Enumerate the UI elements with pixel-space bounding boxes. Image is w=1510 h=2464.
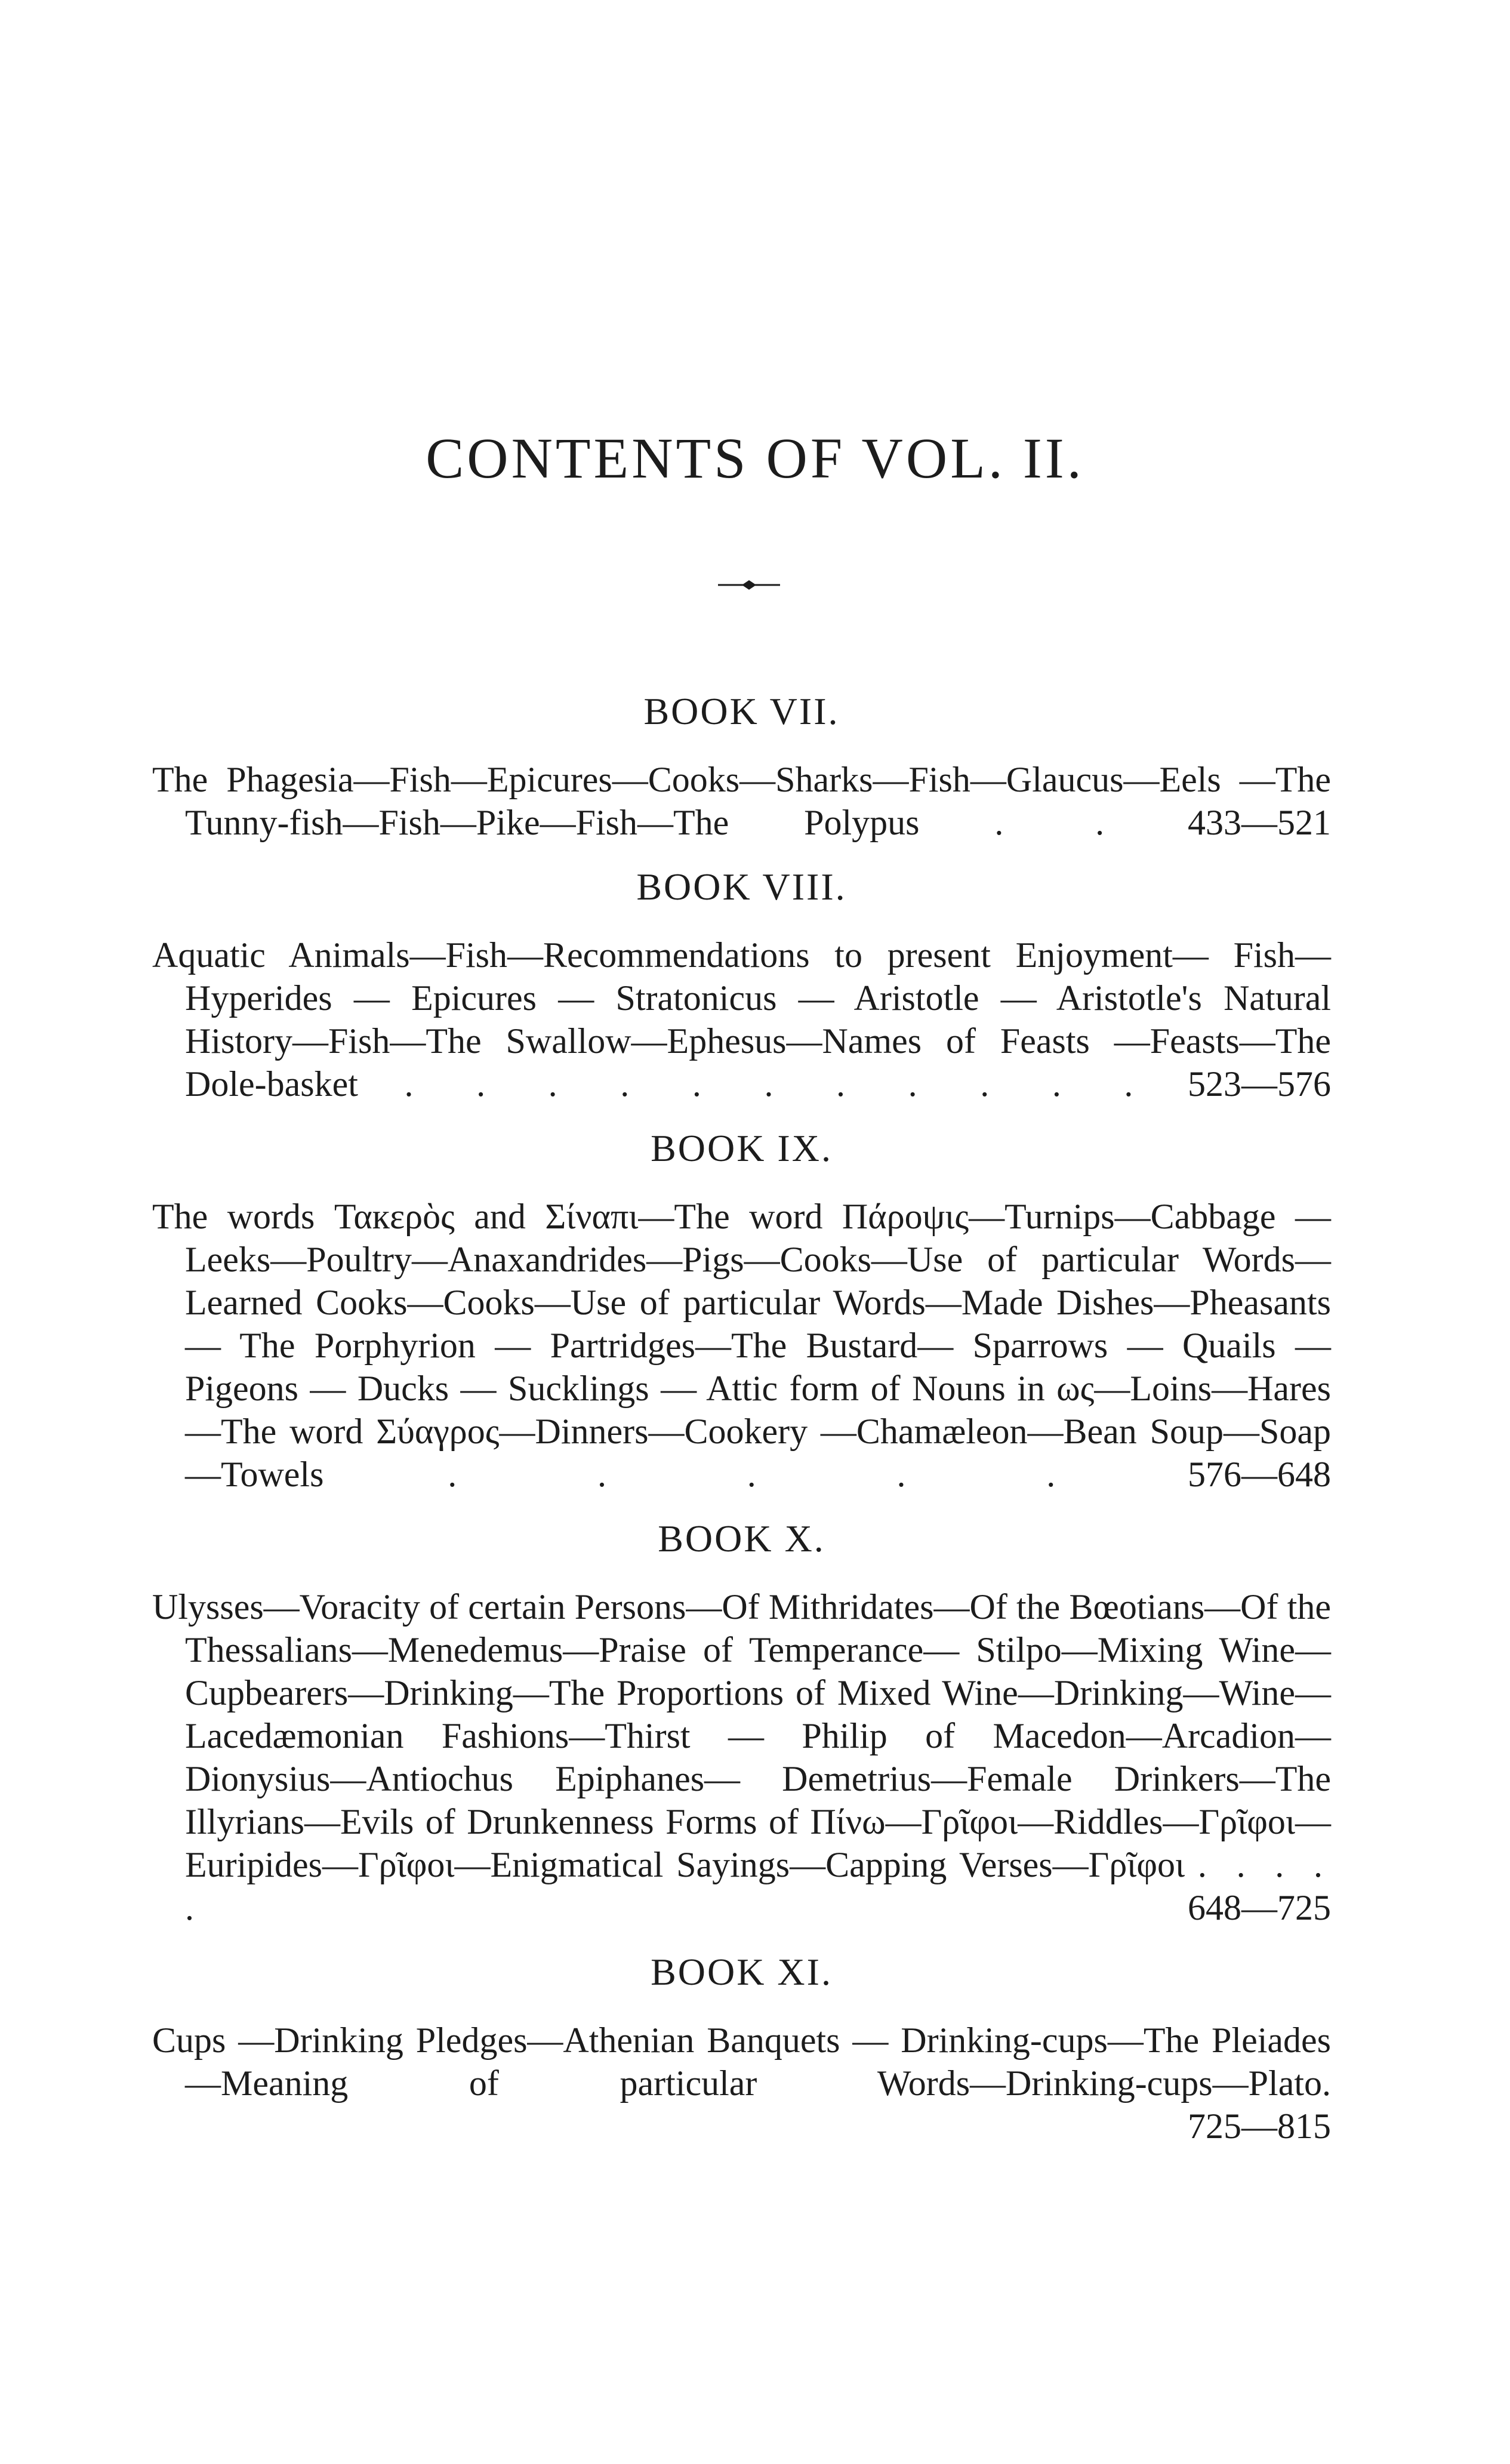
page-range: 576—648 — [1188, 1455, 1332, 1494]
page-range: 433—521 — [1188, 803, 1332, 842]
dot-leader: . . — [994, 803, 1113, 842]
book-heading: BOOK VIII. — [636, 866, 847, 908]
entry-text: Aquatic Animals—Fish—Recommendations to present Enjoyment— Fish—Hyperides — Epicures — Stratonicus — Aristotle — Aristotle's Natural History—Fish—The Swallow—Ephesus—Names of Feasts —Feasts—The Dole-basket — [152, 935, 1331, 1104]
contents-list — [152, 692, 1331, 2148]
dot-leader: . . . . . . . . . . . — [404, 1064, 1142, 1104]
book-section-viii — [152, 868, 1331, 1105]
book-section-xi — [152, 1953, 1331, 2148]
book-entry — [152, 758, 1331, 844]
book-section-x — [152, 1517, 1332, 1929]
book-entry — [152, 2019, 1331, 2105]
book-entry — [152, 1585, 1331, 1929]
book-heading: BOOK VII. — [643, 690, 840, 732]
book-section-ix — [152, 1129, 1331, 1496]
dot-leader: . . . . . — [448, 1455, 1064, 1494]
book-heading: BOOK IX. — [651, 1127, 833, 1169]
page-range: 523—576 — [1188, 1064, 1332, 1104]
book-entry — [152, 1195, 1331, 1496]
ornament-rule-icon — [713, 573, 785, 597]
book-section-vii — [152, 692, 1331, 844]
entry-text: The Phagesia—Fish—Epicures—Cooks—Sharks—Fish—Glaucus—Eels —The Tunny-fish—Fish—Pike—Fish—The Polypus — [152, 760, 1331, 842]
entry-text: Cups —Drinking Pledges—Athenian Banquets — Drinking-cups—The Pleiades—Meaning of particular Words—Drinking-cups—Plato. — [152, 2021, 1331, 2103]
page-title: CONTENTS OF VOL. II. — [426, 426, 1084, 490]
page-range: 648—725 — [1188, 1888, 1331, 1927]
dot-leader: . . . . . — [185, 1845, 1332, 1927]
entry-text: The words Ταкερὸς and Σίναπι—The word Πάροψις—Turnips—Cabbage —Leeks—Poultry—Anaxandrides—Pigs—Cooks—Use of particular Words—Learned Cooks—Cooks—Use of particular Words—Made Dishes—Pheasants — The Porphyrion — Partridges—The Bustard— Sparrows — Quails — Pigeons — Ducks — Sucklings — Attic form of Nouns in ως—Loins—Hares—The word Σύαγρος—Dinners—Cookery —Chamæleon—Bean Soup—Soap—Towels — [152, 1197, 1331, 1494]
page-range: 725—815 — [1188, 2106, 1331, 2146]
book-heading: BOOK XI. — [651, 1951, 833, 1993]
book-entry — [152, 934, 1331, 1105]
entry-text: Ulysses—Voracity of certain Persons—Of Mithridates—Of the Bœotians—Of the Thessalians—Menedemus—Praise of Temperance— Stilpo—Mixing Wine—Cupbearers—Drinking—The Proportions of Mixed Wine—Drinking—Wine—Lacedæmonian Fashions—Thirst — Philip of Macedon—Arcadion—Dionysius—Antiochus Epiphanes— Demetrius—Female Drinkers—The Illyrians—Evils of Drunkenness Forms of Πίνω—Γρῖφοι—Riddles—Γρῖφοι—Euripides—Γρῖφοι—Enigmatical Sayings—Capping Verses—Γρῖφοι — [152, 1587, 1331, 1884]
book-heading: BOOK X. — [658, 1517, 825, 1560]
